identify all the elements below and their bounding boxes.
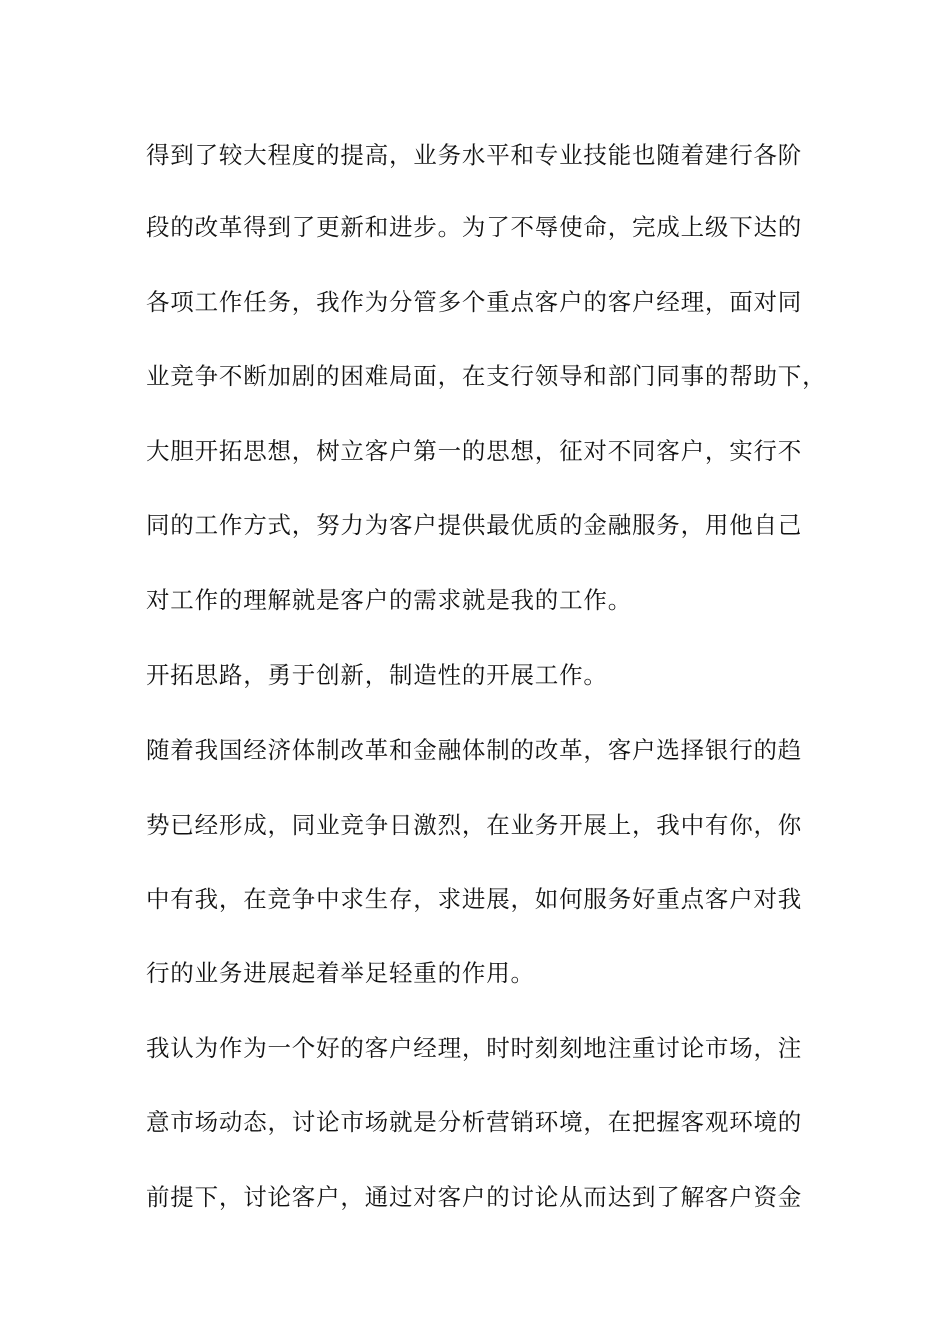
text-line: 大胆开拓思想，树立客户第一的思想，征对不同客户，实行不 xyxy=(146,437,803,465)
text-line: 得到了较大程度的提高，业务水平和专业技能也随着建行各阶 xyxy=(146,141,803,169)
text-line: 各项工作任务，我作为分管多个重点客户的客户经理，面对同 xyxy=(146,288,803,316)
paragraph-line: 随着我国经济体制改革和金融体制的改革，客户选择银行的趋 xyxy=(146,736,803,764)
paragraph-line: 我认为作为一个好的客户经理，时时刻刻地注重讨论市场，注 xyxy=(146,1034,803,1062)
text-line: 行的业务进展起着举足轻重的作用。 xyxy=(146,959,535,987)
text-line: 意市场动态，讨论市场就是分析营销环境，在把握客观环境的 xyxy=(146,1108,803,1136)
paragraph-line: 开拓思路，勇于创新，制造性的开展工作。 xyxy=(146,661,608,689)
text-line: 中有我，在竞争中求生存，求进展，如何服务好重点客户对我 xyxy=(146,885,803,913)
text-line: 前提下，讨论客户，通过对客户的讨论从而达到了解客户资金 xyxy=(146,1183,803,1211)
text-line: 势已经形成，同业竞争日激烈，在业务开展上，我中有你，你 xyxy=(146,811,803,839)
text-line: 段的改革得到了更新和进步。为了不辱使命，完成上级下达的 xyxy=(146,213,803,241)
text-line: 业竞争不断加剧的困难局面，在支行领导和部门同事的帮助下， xyxy=(146,362,827,390)
text-line: 同的工作方式，努力为客户提供最优质的金融服务，用他自己 xyxy=(146,511,803,539)
text-line: 对工作的理解就是客户的需求就是我的工作。 xyxy=(146,586,632,614)
